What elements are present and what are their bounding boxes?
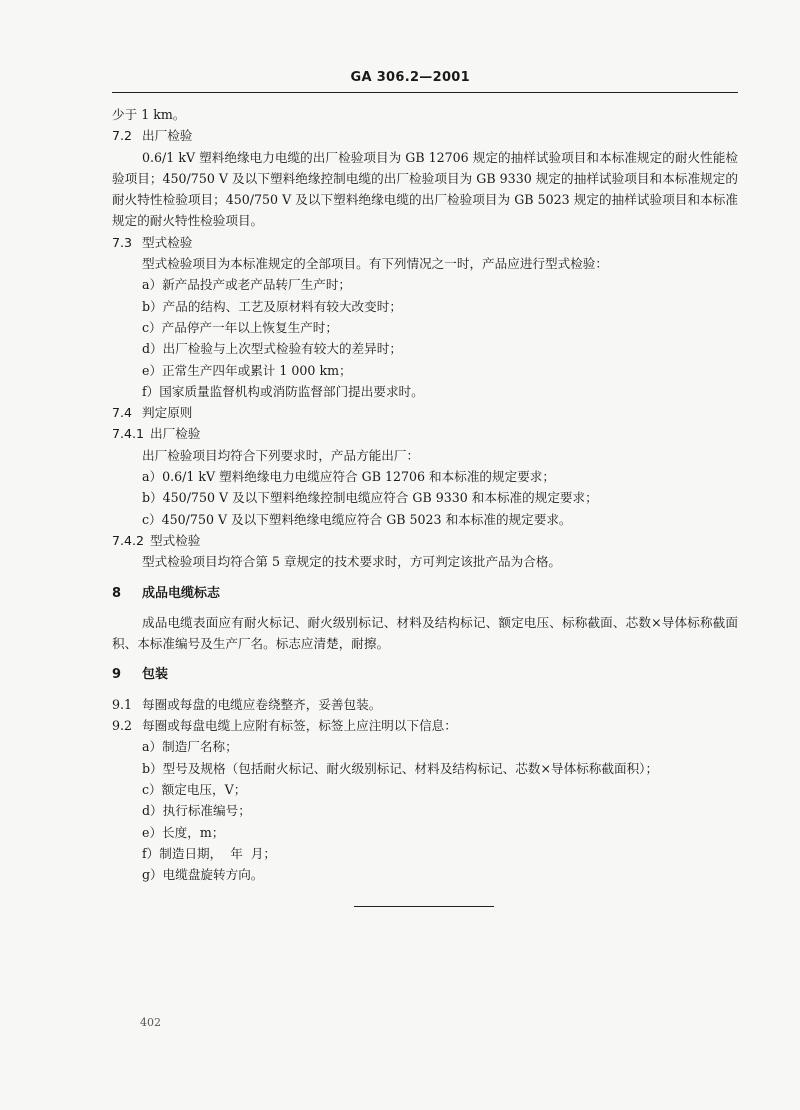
- chapter-title: 成品电缆标志: [142, 585, 221, 601]
- document-body: [112, 104, 738, 885]
- list-item: e）长度，m；: [142, 824, 225, 840]
- continued-text: 少于 1 km。: [112, 107, 186, 122]
- section-7-4-1-heading: [112, 423, 738, 444]
- section-title: 出厂检验: [142, 128, 193, 144]
- list-item: c）产品停产一年以上恢复生产时；: [142, 319, 338, 335]
- list-item: c）额定电压，V；: [142, 781, 247, 797]
- chapter-8-paragraph: 成品电缆表面应有耐火标记、耐火级别标记、材料及结构标记、额定电压、标称截面、芯数×导体标称截面积、本标准编号及生产厂名。标志应清楚，耐擦。: [112, 614, 738, 652]
- chapter-9-heading: [112, 664, 738, 685]
- section-title: 型式检验: [150, 532, 201, 548]
- section-number: 7.4.2: [112, 532, 145, 548]
- page-number: 402: [140, 1016, 161, 1029]
- section-7-3-heading: [112, 232, 738, 253]
- list-item: f）制造日期， 年 月；: [142, 845, 277, 861]
- header-rule: [112, 92, 738, 93]
- list-item: a）制造厂名称；: [142, 739, 238, 755]
- section-7-4-2-heading: [112, 530, 738, 551]
- standard-code-header: GA 306.2—2001: [350, 70, 470, 85]
- section-number: 9.1: [112, 696, 133, 712]
- section-7-4-heading: [112, 402, 738, 423]
- list-item: a）0.6/1 kV 塑料绝缘电力电缆应符合 GB 12706 和本标准的规定要求；: [142, 469, 555, 485]
- section-text: 每圈或每盘电缆上应附有标签，标签上应注明以下信息：: [142, 718, 457, 734]
- list-item: b）450/750 V 及以下塑料绝缘控制电缆应符合 GB 9330 和本标准的规定要求；: [142, 490, 598, 506]
- list-item: b）产品的结构、工艺及原材料有较大改变时；: [142, 298, 402, 314]
- end-of-document-rule: [354, 906, 494, 907]
- section-9-2-paragraph: [112, 715, 738, 736]
- section-title: 判定原则: [142, 405, 193, 421]
- section-title: 型式检验: [142, 234, 193, 250]
- section-7-4-1-intro: 出厂检验项目均符合下列要求时，产品方能出厂：: [142, 447, 420, 463]
- section-number: 7.4.1: [112, 426, 145, 442]
- section-number: 7.2: [112, 128, 133, 144]
- section-number: 7.3: [112, 234, 133, 250]
- section-7-2-paragraph: 0.6/1 kV 塑料绝缘电力电缆的出厂检验项目为 GB 12706 规定的抽样试验项目和本标准规定的耐火性能检验项目；450/750 V 及以下塑料绝缘控制电缆的出厂检验项目为 GB 9330 规定的抽样试验项目和本标准规定的耐火特性检验项目；450/750 V 及以下塑料绝缘电缆的出厂检验项目为 GB 5023 规定的抽样试验项目和本标准规定的耐火特性检验项目。: [112, 149, 738, 229]
- list-item: a）新产品投产或老产品转厂生产时；: [142, 277, 352, 293]
- list-item: b）型号及规格（包括耐火标记、耐火级别标记、材料及结构标记、芯数×导体标称截面积）；: [142, 760, 659, 776]
- section-9-1-paragraph: [112, 694, 738, 715]
- section-7-3-intro: 型式检验项目为本标准规定的全部项目。有下列情况之一时，产品应进行型式检验：: [142, 256, 608, 272]
- list-item: f）国家质量监督机构或消防监督部门提出要求时。: [142, 383, 424, 399]
- section-7-4-2-paragraph: 型式检验项目均符合第 5 章规定的技术要求时，方可判定该批产品为合格。: [142, 554, 562, 570]
- section-text: 每圈或每盘的电缆应卷绕整齐，妥善包装。: [142, 696, 382, 712]
- section-7-2-heading: [112, 125, 738, 146]
- list-item: g）电缆盘旋转方向。: [142, 867, 264, 883]
- section-title: 出厂检验: [150, 426, 201, 442]
- chapter-number: 9: [112, 667, 122, 683]
- list-item: d）出厂检验与上次型式检验有较大的差异时；: [142, 341, 402, 357]
- chapter-8-heading: [112, 583, 738, 604]
- list-item: c）450/750 V 及以下塑料绝缘电缆应符合 GB 5023 和本标准的规定要求。: [142, 511, 572, 527]
- chapter-number: 8: [112, 585, 122, 601]
- section-number: 9.2: [112, 718, 133, 734]
- chapter-title: 包装: [142, 667, 169, 683]
- list-item: d）执行标准编号；: [142, 803, 251, 819]
- section-number: 7.4: [112, 405, 133, 421]
- list-item: e）正常生产四年或累计 1 000 km；: [142, 362, 352, 378]
